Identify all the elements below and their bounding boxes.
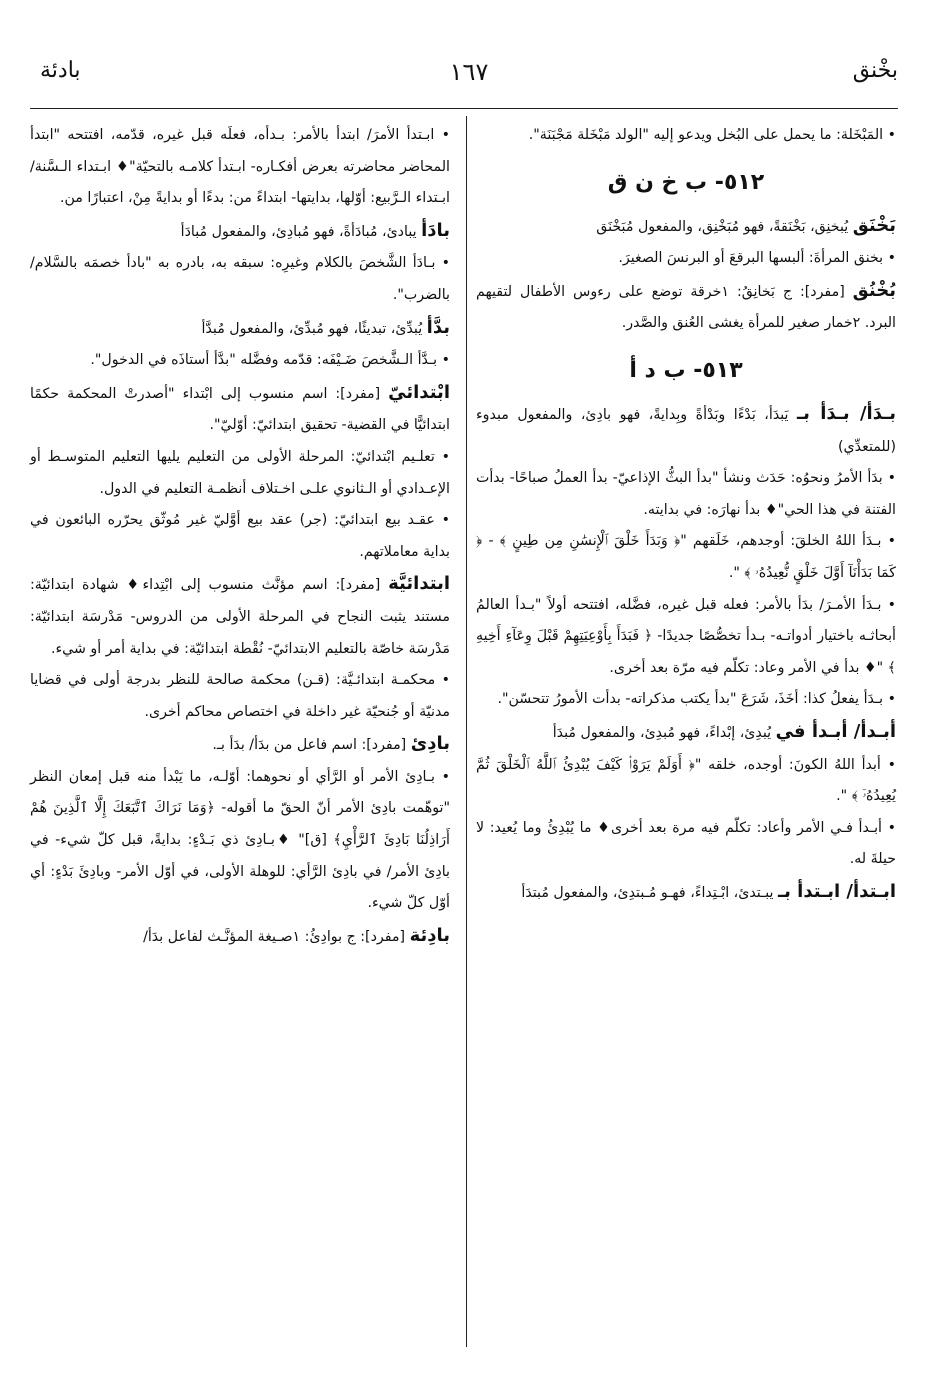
entry-definition: [مفرد]: ج بَخانِقُ: ١خرقة توضع على رءوس الأطفال لتقيهم البرد. ٢خمار صغير للمرأة يغشى العُنق والصَّدر.: [476, 283, 896, 332]
entry-definition: [مفرد]: ج بوادِئُ: ١صـيغة المؤنَّـث لفاعل بدَأ/: [143, 928, 410, 945]
entry-definition: يُبدِئ، إبْداءً، فهو مُبدِئ، والمفعول مُبدَأ: [552, 724, 776, 741]
entry-headword: ابتدائيَّة: [388, 573, 450, 595]
column-divider: [466, 116, 467, 1347]
sense-paragraph: • بـادَأ الشَّخصَ بالكلام وغيرِه: سبقه به، بادره به "بادأ خصمَه بالسَّلام/ بالضرب".: [30, 255, 450, 303]
dictionary-entry: [30, 377, 450, 442]
entry-headword: بُخْنُق: [852, 279, 896, 301]
sense-paragraph: • ابـتدأ الأمرَ/ ابتدأ بالأمر: بـدأه، فعلَه قبل غيره، قدّمه، افتتحه "ابتدأ المحاضر محاضرته بعرض أفكـاره- ابـتدأ كلامـه بالتحيّة"♦ ابـتداء الـسَّنة/ ابـتداء الـرَّبيع: أوّلها، بدايتها- ابتداءً من: بدءًا أو بدايةً مِنْ، اعتبارًا من.: [30, 127, 450, 207]
right-column: [476, 120, 896, 909]
entry-definition: يَبدَأ، بَدْءًا وبَدْأةً وبِدايةً، فهو بادِئ، والمفعول مبدوء (للمتعدِّي): [476, 406, 896, 455]
sense-paragraph: • أبـدأ فـي الأمر وأعاد: تكلّم فيه مرة بعد أخرى♦ ما يُبْدِئُ وما يُعيد: لا حيلةَ له.: [476, 819, 896, 868]
header-rule: [30, 108, 898, 109]
entry-headword: ابـتدأ/ ابـتدأ بـ: [777, 880, 896, 902]
sense-paragraph: • بـدَأ يفعلُ كذا: أخَذَ، شَرَعَ "بدأ يكتب مذكراته- بدأت الأمورُ تتحسّن".: [497, 691, 896, 708]
entry-headword: بدَّأ: [426, 316, 450, 338]
dictionary-entry: [30, 920, 450, 954]
sense-paragraph: • تعلـيم ابْتدائيّ: المرحلة الأولى من التعليم يليها التعليم المتوسـط أو الإعـدادي أو الـثانوي علـى اخـتلاف أنظمـة التعليم في الدول.: [30, 448, 450, 497]
sense-paragraph: • بـدَّأ الـشَّخصَ ضَـيْفَه: قدّمه وفضَّله "بدَّأ أستاذَه في الدخول".: [90, 352, 450, 369]
sense-paragraph: • بـدَأ اللهُ الخلقَ: أوجدهم، خَلَقهم "﴿ وَبَدَأَ خَلْقَ ٱلْإِنسَٰنِ مِن طِينٍ ﴾ - ﴿ كَمَا بَدَأْنَآ أَوَّلَ خَلْقٍ نُّعِيدُهُۥ ﴾ ".: [476, 533, 896, 581]
dictionary-entry: [476, 210, 896, 244]
entry-headword: بادِئة: [409, 924, 450, 946]
entry-definition: [مفرد]: اسم مؤنَّث منسوب إلى ابْتِداء♦ شهادة ابتدائيّة: مستند يثبت النجاح في المرحلة الأولى من الدروس- مَدْرسَة ابتدائيّة: مَدْرسَة خاصّة بالتعليم الابتدائيّ- نُقْطة ابتدائيّة: في بداية أمر أو شيء.: [30, 577, 450, 657]
entry-definition: يبـتدئ، ابْـتِداءً، فهـو مُـبتدِئ، والمفعول مُبتدَأ: [521, 884, 778, 901]
sense-paragraph: • بـدَأ الأمـرَ/ بدَأ بالأمر: فعله قبل غيره، فضَّله، افتتحه أولاً "بـدأ العالمُ أبحاثـه باختيار أدواتـه- بـدأ تخصُّصًا جديدًا- ﴿ فَبَدَأَ بِأَوْعِيَتِهِمْ قَبْلَ وِعَآءِ أَخِيهِ ﴾ "♦ بدأ في الأمر وعاد: تكلّم فيه مرّة بعد أخرى.: [476, 596, 896, 676]
dictionary-entry: [30, 312, 450, 346]
header-guide-word-right: بخْنق: [852, 58, 898, 83]
sense-paragraph: • أبدأ اللهُ الكونَ: أوجده، خلقه "﴿ أَوَلَمْ يَرَوْا۟ كَيْفَ يُبْدِئُ ٱللَّهُ ٱلْخَلْقَ ثُمَّ يُعِيدُهُۥٓ ﴾ ".: [476, 756, 896, 805]
entry-headword: بادِئ: [410, 733, 450, 755]
entry-headword: أبـدأ/ أبـدأ في: [775, 720, 896, 742]
entry-headword: بـدَأ/ بـدَأ بـ: [797, 402, 896, 424]
entry-headword: بادَأ: [421, 219, 450, 241]
entry-definition: يُبدِّئ، تبديئًا، فهو مُبدِّئ، والمفعول مُبدَّأ: [201, 320, 427, 337]
root-section-heading: ٥١٢- ب خ ن ق: [607, 169, 765, 195]
running-header: [40, 58, 898, 98]
entry-definition: يبادئ، مُبادَأةً، فهو مُبادِئ، والمفعول مُبادَأ: [180, 223, 422, 240]
sense-paragraph: • بـادِئ الأمر أو الرَّأي أو نحوهما: أوّلـه، ما يَبْدأ منه قبل إمعان النظر "توهّمت بادِئ الأمر أنّ الحقّ ما أقوله- ﴿وَمَا نَرَاكَ ٱتَّبَعَكَ إِلَّا ٱلَّذِينَ هُمْ أَرَاذِلُنَا بَادِئَ ٱلرَّأْيِ﴾ [ق]" ♦بـادِئ ذي بَـدْءٍ: بدايةً، قبل كلّ شيء- في بادِئ الأمر/ في بادِئ الرَّأي: للوهلة الأولى، في أوّل الأمر- وبادِئَ بَدْءٍ: أي أوّل كلّ شيء.: [30, 768, 450, 912]
dictionary-entry: [30, 728, 450, 762]
page-number: ١٦٧: [449, 58, 489, 86]
dictionary-entry: [476, 275, 896, 340]
entry-definition: [مفرد]: اسم فاعل من بدَأ/ بدَأ بـ.: [212, 737, 411, 754]
dictionary-entry: [476, 876, 896, 910]
sense-paragraph: • المَبْخَلة: ما يحمل على البُخل ويدعو إليه "الولد مَبْخَلة مَجْبَنَة".: [528, 127, 896, 143]
dictionary-entry: [30, 568, 450, 665]
left-column: [30, 120, 450, 953]
header-guide-word-left: بادئة: [40, 58, 81, 83]
entry-definition: يُبخنِق، بَخْنَقةً، فهو مُبَخْنِق، والمفعول مُبَخْنَق: [596, 218, 853, 235]
sense-paragraph: • عقـد بيع ابتدائيّ: (جر) عقد بيع أوَّليّ غير مُوثّق يحرّره البائعون في بداية معاملاتهم.: [30, 512, 450, 560]
dictionary-entry: [476, 398, 896, 463]
dictionary-entry: [30, 215, 450, 249]
root-section-heading: ٥١٣- ب د أ: [629, 357, 743, 383]
sense-paragraph: • بدَأ الأمرُ ونحوُه: حَدَث ونشأ "بدأ البثُّ الإذاعيّ- بدأ العملُ صباحًا- بدأت الفتنة في هذا الحي"♦ بدأ نهارَه: في بدايته.: [476, 470, 896, 518]
sense-paragraph: • محكمـة ابتدائـيَّة: (قـن) محكمة صالحة للنظر بدرجة أولى في قضايا مدنيّة أو جُنحيّة غير داخلة في اختصاص محاكم أخرى.: [30, 672, 450, 720]
entry-headword: ابْتدائيّ: [388, 381, 450, 403]
entry-headword: بَخْنَق: [852, 214, 896, 236]
dictionary-entry: [476, 716, 896, 750]
sense-paragraph: • بخنق المرأةَ: ألبسها البرقعَ أو البرنسَ الصغيرَ.: [618, 250, 896, 267]
entry-definition: [مفرد]: اسم منسوب إلى ابْتداء "أصدرتْ المحكمة حكمًا ابتدائيًّا في القضية- تحقيق ابتدائيّ: أوّليّ".: [30, 385, 450, 434]
